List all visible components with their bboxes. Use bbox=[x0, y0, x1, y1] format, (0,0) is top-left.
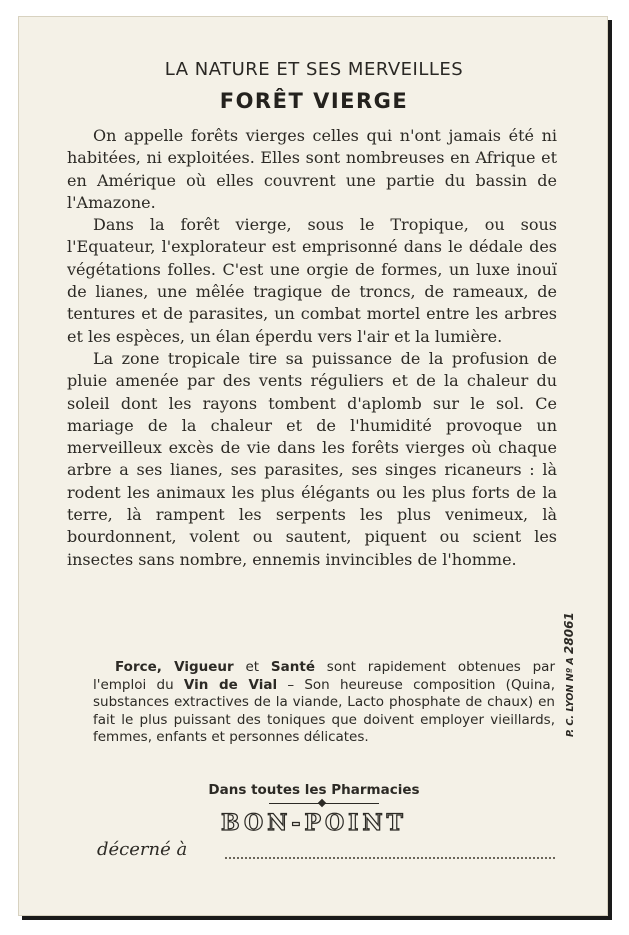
paragraph-3: La zone tropicale tire sa puissance de la profusion de pluie amenée par des vents réguliers et de la chaleur du soleil dont les rayons tombent d'aplomb sur le sol. Ce mariage de la chaleur et de l'humidité provoque un merveilleux excès de vie dans les forêts vierges où chaque arbre a ses lianes, ses parasites, ses singes ricaneurs : là rodent les animaux les plus élégants ou les plus forts de la terre, là rampent les serpents les plus venimeux, là bourdonnent, volent ou sautent, piquent ou scient les insectes sans nombre, ennemis invincibles de l'homme. bbox=[67, 348, 557, 569]
series-title: LA NATURE ET SES MERVEILLES bbox=[164, 59, 464, 80]
advert-text-3: – Son heureuse composition (Quina, substances extractives de la viande, Lacto phosphate de chaux) en fait le plus puissant des toniques que doivent employer vieillards, femmes, enfants et personnes délicates. bbox=[93, 676, 555, 746]
awarded-to-label: décerné à bbox=[97, 839, 188, 860]
bon-point-card bbox=[18, 16, 608, 916]
advert-text-1: et bbox=[233, 659, 271, 675]
ornament-divider bbox=[269, 803, 379, 804]
page-title: FORÊT VIERGE bbox=[219, 89, 409, 113]
bon-point-title: BON-POINT bbox=[221, 810, 407, 836]
imprint-number: 28061 bbox=[562, 612, 576, 654]
advert-text bbox=[93, 659, 555, 747]
advert-text-2: sont rapidement obtenues par l'emploi du bbox=[93, 659, 556, 693]
advert-strong-2: Santé bbox=[270, 659, 315, 675]
awarded-to-dotted-line bbox=[225, 857, 555, 859]
pharmacies-line: Dans toutes les Pharmacies bbox=[208, 782, 420, 798]
article-body bbox=[67, 125, 557, 571]
advert-product-name: Vin de Vial bbox=[183, 676, 278, 693]
paragraph-1: On appelle forêts vierges celles qui n'ont jamais été ni habitées, ni exploitées. Elles sont nombreuses en Afrique et en Amérique où elles couvrent une partie du bassin de l'Amazone. bbox=[67, 126, 557, 212]
advert-strong-1: Force, Vigueur bbox=[115, 659, 234, 675]
paragraph-2: Dans la forêt vierge, sous le Tropique, ou sous l'Equateur, l'explorateur est emprisonné dans le dédale des végétations folles. C'est une orgie de formes, un luxe inouï de lianes, une mêlée tragique de troncs, de rameaux, de tentures et de parasites, un combat mortel entre les arbres et les espèces, un élan éperdu vers l'air et la lumière. bbox=[67, 215, 557, 346]
advertisement bbox=[93, 659, 555, 747]
printer-imprint bbox=[562, 612, 576, 737]
imprint-prefix: P. C. LYON Nº A bbox=[565, 653, 576, 737]
